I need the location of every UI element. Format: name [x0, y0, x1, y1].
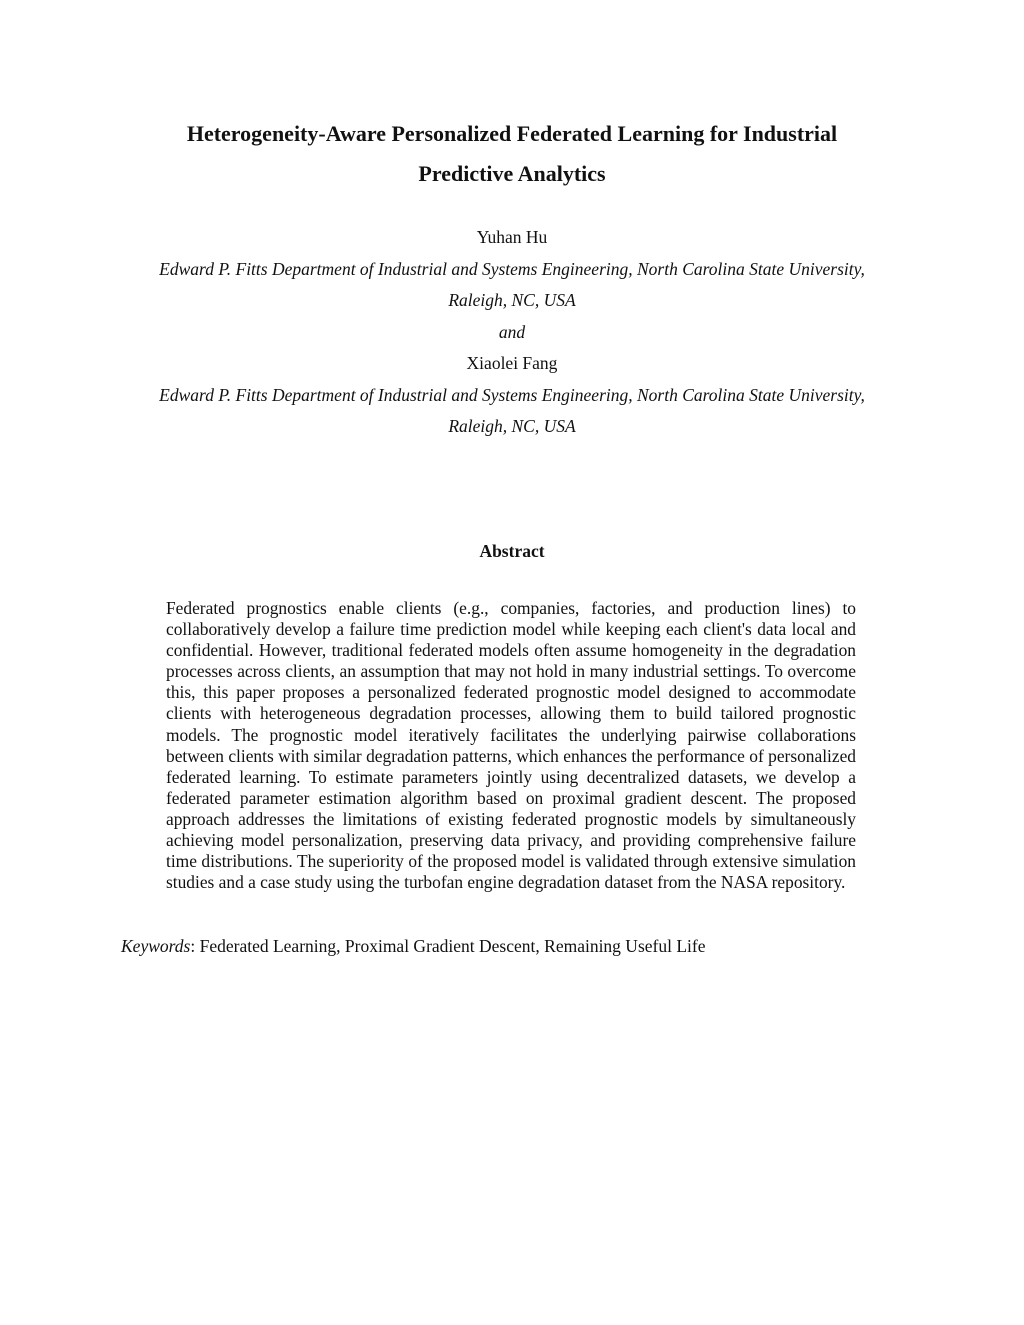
keywords-text: Federated Learning, Proximal Gradient Descent, Remaining Useful Life	[199, 936, 706, 956]
title-line-2: Predictive Analytics	[418, 161, 606, 186]
author-block	[100, 222, 924, 443]
author-conjunction: and	[498, 321, 526, 342]
author-name-1: Yuhan Hu	[476, 227, 548, 247]
keywords-separator: :	[190, 936, 200, 956]
abstract-heading: Abstract	[479, 541, 545, 561]
keywords-line	[121, 934, 921, 958]
author-affiliation-1-line-1: Edward P. Fitts Department of Industrial and Systems Engineering, North Carolina State University,	[159, 258, 865, 279]
author-affiliation-2-line-2: Raleigh, NC, USA	[448, 416, 576, 436]
author-affiliation-2-line-1: Edward P. Fitts Department of Industrial and Systems Engineering, North Carolina State University,	[159, 384, 865, 405]
abstract-body: Federated prognostics enable clients (e.g., companies, factories, and production lines) to collaboratively develop a failure time prediction model while keeping each client's data local and confidential. However, traditional federated models often assume homogeneity in the degradation processes across clients, an assumption that may not hold in many industrial settings. To overcome this, this paper proposes a personalized federated prognostic model designed to accommodate clients with heterogeneous degradation processes, allowing them to build tailored prognostic models. The prognostic model iteratively facilitates the underlying pairwise collaborations between clients with similar degradation patterns, which enhances the performance of personalized federated learning. To estimate parameters jointly using decentralized datasets, we develop a federated parameter estimation algorithm based on proximal gradient descent. The proposed approach addresses the limitations of existing federated prognostic models by simultaneously achieving model personalization, preserving data privacy, and providing comprehensive failure time distributions. The superiority of the proposed model is validated through extensive simulation studies and a case study using the turbofan engine degradation dataset from the NASA repository.	[166, 598, 856, 893]
keywords-label: Keywords	[121, 936, 191, 956]
title-line-1: Heterogeneity-Aware Personalized Federated Learning for Industrial	[186, 121, 838, 146]
author-name-2: Xiaolei Fang	[466, 353, 558, 373]
author-affiliation-1-line-2: Raleigh, NC, USA	[448, 290, 576, 310]
paper-title	[120, 114, 904, 194]
